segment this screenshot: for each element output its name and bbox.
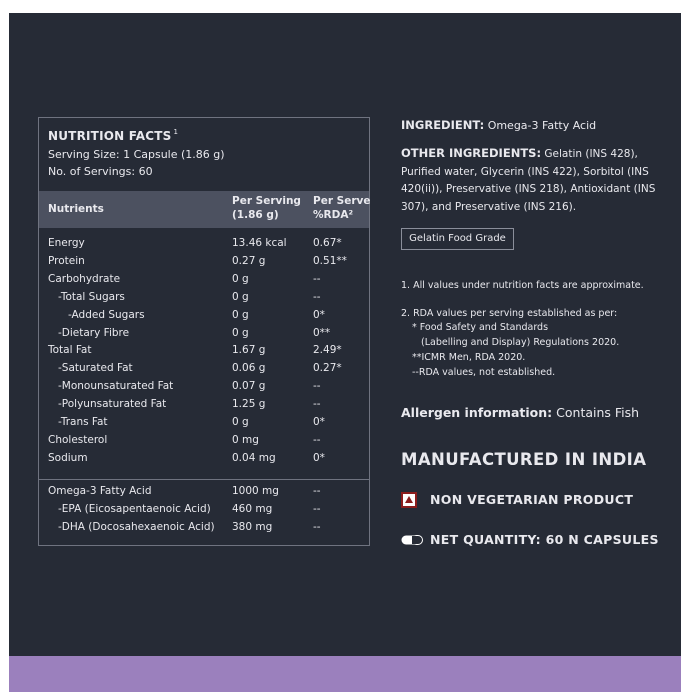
table-row [39,503,369,519]
table-row [39,327,369,343]
rda-value: -- [313,290,321,303]
note-2-rda-na: --RDA values, not established. [412,367,556,378]
nutrient-name: -Total Sugars [58,290,125,303]
footer-band [9,656,681,692]
per-serving-value: 1000 mg [232,485,279,497]
nutrient-name: Total Fat [48,344,92,357]
table-row [39,521,369,537]
rda-value: 0* [313,451,325,464]
nutrient-name: Cholesterol [48,433,108,446]
note-2-regulations: (Labelling and Display) Regulations 2020. [421,337,620,348]
rda-value: 0.67* [313,237,342,249]
per-serving-value: 0.27 g [232,254,266,267]
per-serving-value: 0 g [232,272,249,285]
per-serving-value: 0 g [232,416,249,428]
header-nutrients: Nutrients [48,203,104,215]
servings-count: No. of Servings: 60 [48,165,153,178]
table-row [39,485,369,501]
note-1: 1. All values under nutrition facts are approximate. [401,280,644,291]
allergen-value: Contains Fish [556,405,640,420]
manufactured-in-india: MANUFACTURED IN INDIA [401,450,647,469]
table-divider [39,479,369,480]
table-row [39,237,369,253]
header-per-serving-weight: (1.86 g) [232,209,279,221]
allergen-info [401,405,639,420]
rda-value: -- [313,520,321,533]
rda-value: -- [313,272,321,285]
nutrient-name: -Dietary Fibre [58,326,130,339]
table-row [39,344,369,360]
table-row [39,452,369,468]
table-header [39,191,369,228]
nutrient-name: Carbohydrate [48,272,121,285]
note-2-icmr: **ICMR Men, RDA 2020. [412,352,526,363]
nutrient-name: -Polyunsaturated Fat [58,398,167,411]
non-veg-row [401,492,661,510]
table-row [39,255,369,271]
rda-value: -- [313,398,321,411]
table-row [39,362,369,378]
per-serving-value: 460 mg [232,502,273,515]
other-ingredients-label: OTHER INGREDIENTS: [401,146,542,160]
non-veg-label: NON VEGETARIAN PRODUCT [430,492,634,507]
rda-value: 0.51** [313,254,347,267]
nutrient-name: -Trans Fat [58,416,108,428]
non-veg-mark-icon [401,492,417,508]
per-serving-value: 0 mg [232,433,259,446]
net-quantity-label: NET QUANTITY: 60 N CAPSULES [430,532,659,547]
per-serving-value: 0.04 mg [232,451,276,464]
table-row [39,291,369,307]
per-serving-value: 1.67 g [232,344,266,357]
ingredient-line [401,118,596,132]
table-row [39,416,369,432]
ingredient-label: INGREDIENT: [401,118,485,132]
rda-value: -- [313,502,321,515]
nutrient-name: Omega-3 Fatty Acid [48,485,152,497]
table-row [39,380,369,396]
nutrient-name: Energy [48,237,85,249]
per-serving-value: 1.25 g [232,398,266,411]
net-quantity-row [401,532,661,550]
nutrition-title: NUTRITION FACTS $^1$ [48,128,179,143]
per-serving-value: 380 mg [232,520,273,533]
per-serving-value: 0.06 g [232,362,266,375]
rda-value: -- [313,485,321,497]
capsule-icon [401,535,423,545]
table-row [39,434,369,450]
nutrition-facts-table [38,117,370,546]
allergen-label: Allergen information: [401,405,553,420]
nutrient-name: -Added Sugars [68,308,145,321]
nutrient-name: -Monounsaturated Fat [58,380,174,393]
nutrient-name: -Saturated Fat [58,362,133,375]
per-serving-value: 0.07 g [232,380,266,393]
nutrient-name: Sodium [48,451,88,464]
per-serving-value: 13.46 kcal [232,237,287,249]
table-row [39,273,369,289]
rda-value: 0.27* [313,362,342,375]
header-rda-percent: %RDA² [313,209,354,221]
rda-value: -- [313,380,321,393]
per-serving-value: 0 g [232,326,249,339]
nutrient-name: -DHA (Docosahexaenoic Acid) [58,520,215,533]
ingredient-value: Omega-3 Fatty Acid [487,119,597,132]
rda-value: 0* [313,416,325,428]
nutrient-name: -EPA (Eicosapentaenoic Acid) [58,502,211,515]
nutrient-name: Protein [48,254,85,267]
rda-value: 2.49* [313,344,342,357]
serving-size: Serving Size: 1 Capsule (1.86 g) [48,148,225,161]
rda-value: -- [313,433,321,446]
other-ingredients-value: Gelatin (INS 428), Purified water, Glycerin (INS 422), Sorbitol (INS 420(ii)), Preservative (INS 218), Antioxidant (INS 307), and Preservative (INS 216). [401,148,656,213]
header-per-serving: Per Serving [232,195,301,207]
other-ingredients [401,145,656,216]
note-2: 2. RDA values per serving established as per: [401,308,618,319]
rda-value: 0** [313,326,331,339]
table-row [39,398,369,414]
gelatin-food-grade-badge: Gelatin Food Grade [401,228,514,250]
header-rda: Per Serve [313,195,371,207]
note-2-fss: * Food Safety and Standards [412,322,549,333]
rda-value: 0* [313,308,325,321]
table-row [39,309,369,325]
per-serving-value: 0 g [232,290,249,303]
per-serving-value: 0 g [232,308,249,321]
